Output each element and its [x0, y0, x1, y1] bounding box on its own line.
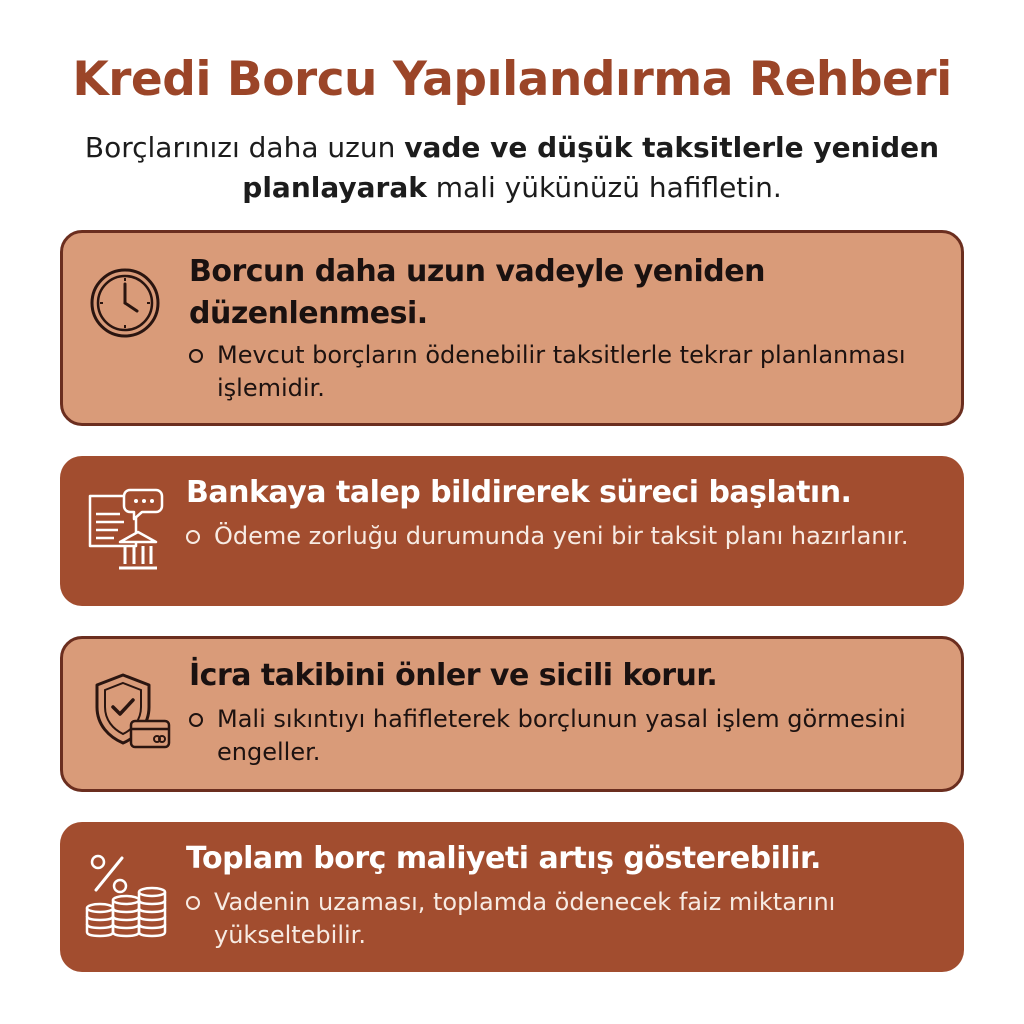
page-subtitle [62, 128, 962, 208]
subtitle-bold-1: vade ve düşük taksitlerle yeniden [404, 131, 940, 164]
info-card-1 [60, 230, 964, 426]
bullet-circle-icon [189, 349, 203, 363]
card-bullet-text: Ödeme zorluğu durumunda yeni bir taksit planı hazırlanır. [214, 522, 909, 550]
info-card-4 [60, 822, 964, 972]
page-title: Kredi Borcu Yapılandırma Rehberi [72, 52, 952, 107]
card-title: Toplam borç maliyeti artış gösterebilir. [186, 841, 821, 876]
document-bank-icon [84, 486, 174, 576]
card-bullet [186, 886, 924, 952]
card-bullet-text: Mevcut borçların ödenebilir taksitlerle tekrar planlanması işlemidir. [217, 341, 906, 402]
card-bullet [189, 703, 921, 769]
shield-card-icon [87, 669, 177, 759]
card-title: Borcun daha uzun vadeyle yeniden düzenlenmesi. [189, 254, 765, 331]
subtitle-text-2: mali yükünüzü hafifletin. [426, 171, 782, 204]
card-bullet [189, 339, 921, 405]
bullet-circle-icon [186, 530, 200, 544]
clock-icon [87, 265, 177, 355]
card-title: İcra takibini önler ve sicili korur. [189, 658, 718, 693]
card-bullet-text: Mali sıkıntıyı hafifleterek borçlunun yasal işlem görmesini engeller. [217, 705, 906, 766]
subtitle-bold-2: planlayarak [242, 171, 427, 204]
card-title: Bankaya talep bildirerek süreci başlatın. [186, 475, 852, 510]
info-card-2 [60, 456, 964, 606]
bullet-circle-icon [189, 713, 203, 727]
bullet-circle-icon [186, 896, 200, 910]
info-card-3 [60, 636, 964, 792]
subtitle-text-1: Borçlarınızı daha uzun [84, 131, 405, 164]
card-bullet [186, 520, 924, 553]
card-bullet-text: Vadenin uzaması, toplamda ödenecek faiz miktarını yükseltebilir. [214, 888, 836, 949]
percent-coins-icon [84, 848, 174, 938]
